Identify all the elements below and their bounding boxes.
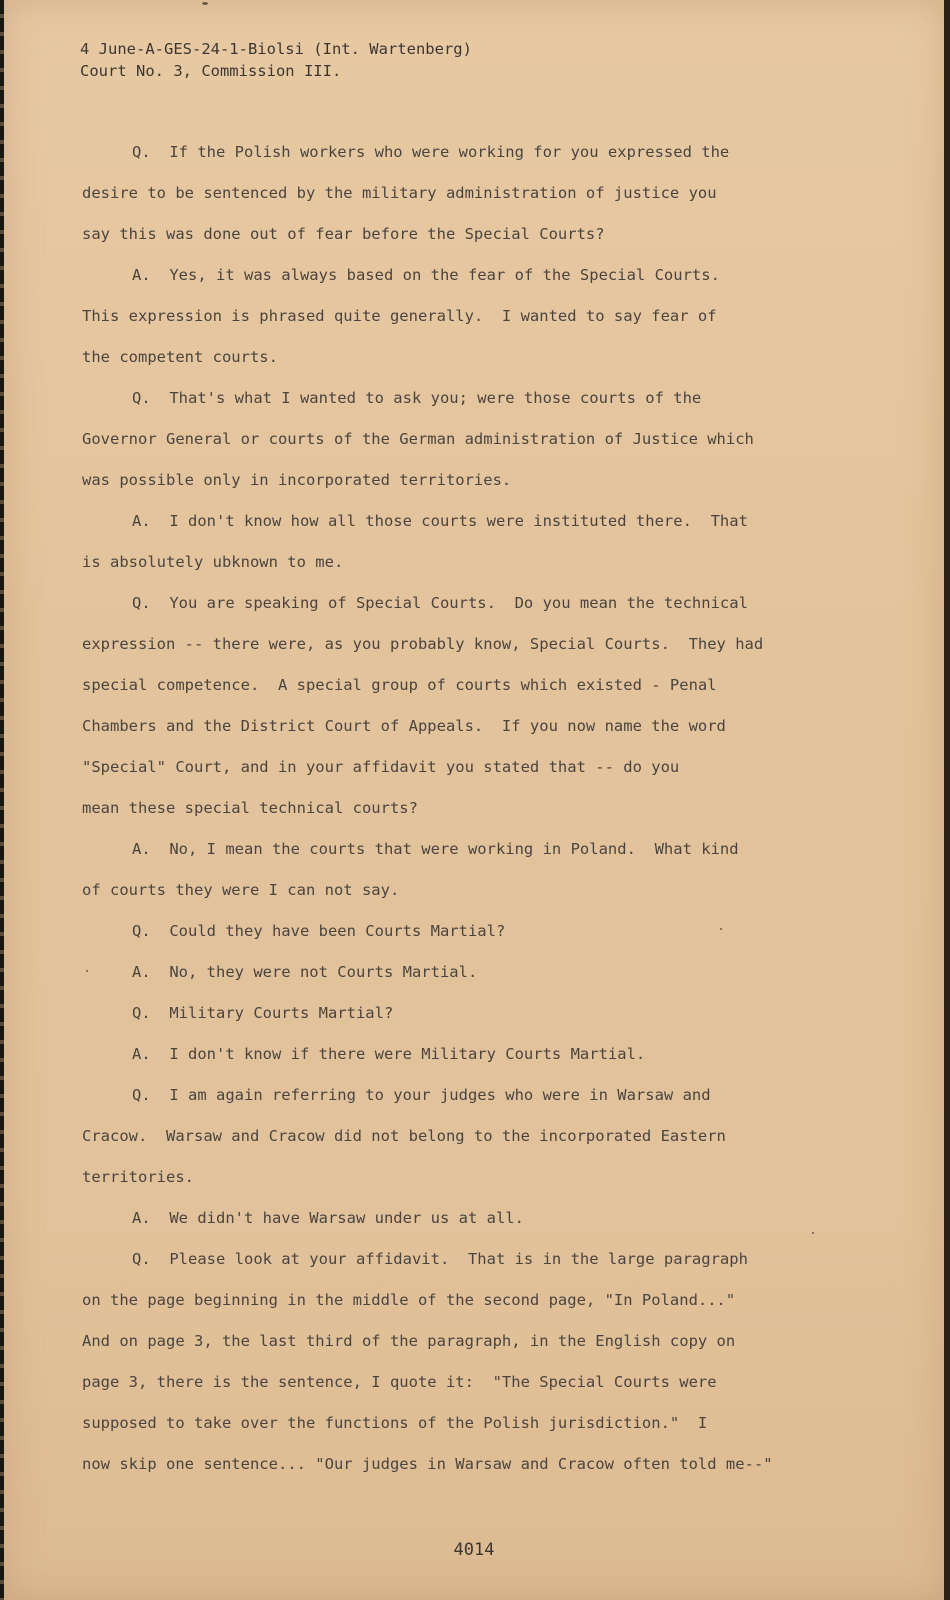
transcript-line: A. No, I mean the courts that were working in Poland. What kind bbox=[132, 840, 739, 858]
transcript-line: "Special" Court, and in your affidavit you stated that -- do you bbox=[82, 758, 680, 776]
paper-speck bbox=[202, 2, 208, 5]
paper-speck bbox=[86, 970, 88, 972]
transcript-line: Q. I am again referring to your judges who were in Warsaw and bbox=[132, 1086, 711, 1104]
transcript-line: Governor General or courts of the German administration of Justice which bbox=[82, 430, 754, 448]
transcript-line: Q. That's what I wanted to ask you; were those courts of the bbox=[132, 389, 702, 407]
transcript-line: of courts they were I can not say. bbox=[82, 881, 400, 899]
transcript-body bbox=[82, 132, 852, 1485]
document-page bbox=[4, 0, 944, 1600]
transcript-line: And on page 3, the last third of the paragraph, in the English copy on bbox=[82, 1332, 736, 1350]
transcript-line: Chambers and the District Court of Appeals. If you now name the word bbox=[82, 717, 726, 735]
document-header bbox=[80, 38, 472, 82]
transcript-line: A. We didn't have Warsaw under us at all. bbox=[132, 1209, 524, 1227]
transcript-line: A. Yes, it was always based on the fear of the Special Courts. bbox=[132, 266, 720, 284]
transcript-line: page 3, there is the sentence, I quote it: "The Special Courts were bbox=[82, 1373, 717, 1391]
transcript-line: A. I don't know if there were Military Courts Martial. bbox=[132, 1045, 646, 1063]
transcript-line: territories. bbox=[82, 1168, 194, 1186]
transcript-line: now skip one sentence... "Our judges in Warsaw and Cracow often told me--" bbox=[82, 1455, 773, 1473]
transcript-line: A. I don't know how all those courts were instituted there. That bbox=[132, 512, 748, 530]
transcript-line: Q. Could they have been Courts Martial? bbox=[132, 922, 506, 940]
transcript-line: This expression is phrased quite generally. I wanted to say fear of bbox=[82, 307, 717, 325]
transcript-line: Q. Please look at your affidavit. That is in the large paragraph bbox=[132, 1250, 748, 1268]
transcript-line: mean these special technical courts? bbox=[82, 799, 418, 817]
transcript-line: the competent courts. bbox=[82, 348, 278, 366]
transcript-line: special competence. A special group of courts which existed - Penal bbox=[82, 676, 717, 694]
transcript-line: say this was done out of fear before the Special Courts? bbox=[82, 225, 605, 243]
transcript-line: supposed to take over the functions of the Polish jurisdiction." I bbox=[82, 1414, 708, 1432]
transcript-line: was possible only in incorporated territories. bbox=[82, 471, 512, 489]
transcript-line: is absolutely ubknown to me. bbox=[82, 553, 344, 571]
transcript-line: Cracow. Warsaw and Cracow did not belong to the incorporated Eastern bbox=[82, 1127, 726, 1145]
paper-speck bbox=[812, 1232, 814, 1234]
transcript-line: expression -- there were, as you probably know, Special Courts. They had bbox=[82, 635, 764, 653]
page-number: 4014 bbox=[453, 1540, 495, 1560]
transcript-line: Q. If the Polish workers who were working for you expressed the bbox=[132, 143, 730, 161]
transcript-line: Q. You are speaking of Special Courts. Do you mean the technical bbox=[132, 594, 748, 612]
transcript-line: Q. Military Courts Martial? bbox=[132, 1004, 394, 1022]
header-court-reference: Court No. 3, Commission III. bbox=[80, 62, 342, 80]
header-case-reference: 4 June-A-GES-24-1-Biolsi (Int. Wartenberg) bbox=[80, 40, 472, 58]
transcript-line: A. No, they were not Courts Martial. bbox=[132, 963, 478, 981]
transcript-line: on the page beginning in the middle of the second page, "In Poland..." bbox=[82, 1291, 736, 1309]
transcript-line: desire to be sentenced by the military administration of justice you bbox=[82, 184, 717, 202]
paper-speck bbox=[720, 928, 722, 930]
